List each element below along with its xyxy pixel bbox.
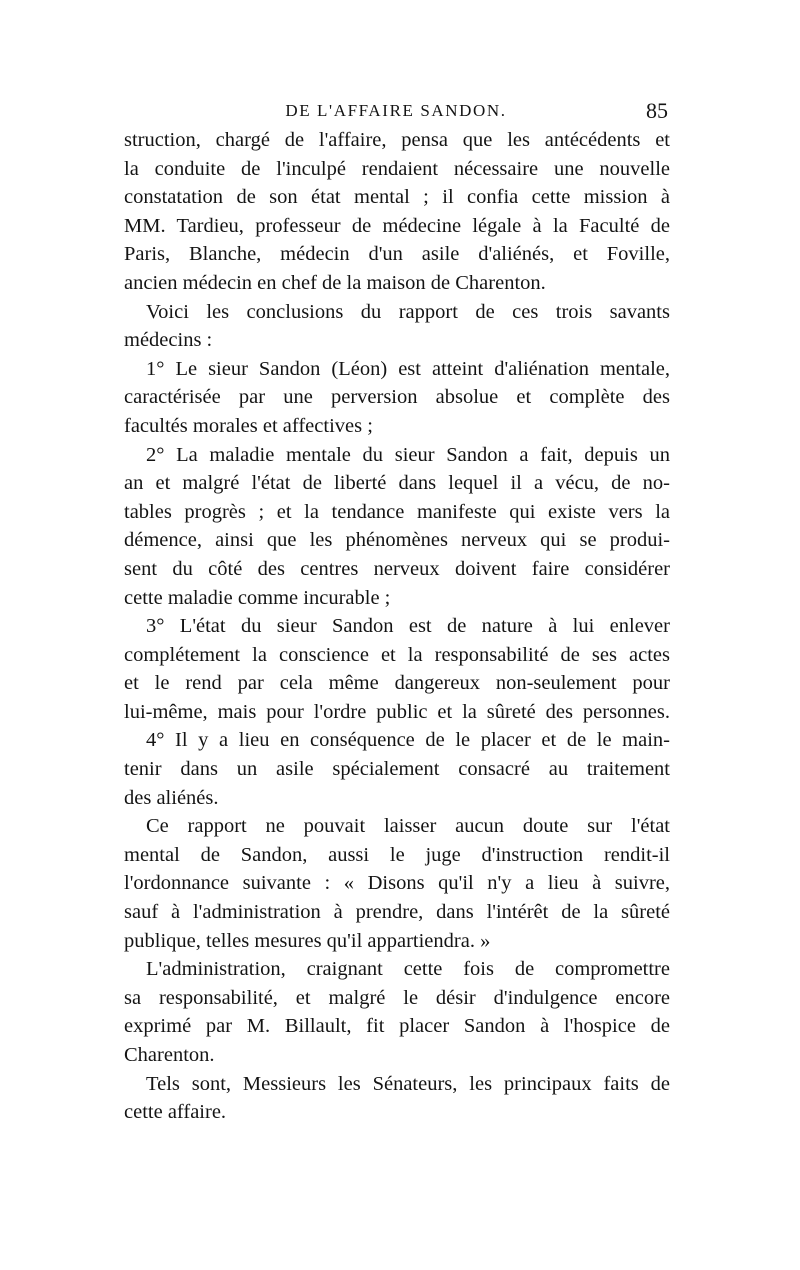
- text-line: démence, ainsi que les phénomènes nerveux qui se produi-: [124, 529, 670, 552]
- text-line: lui-même, mais pour l'ordre public et la sûreté des personnes.: [124, 700, 670, 723]
- text-line: Paris, Blanche, médecin d'un asile d'aliénés, et Foville,: [124, 243, 670, 266]
- text-line: publique, telles mesures qu'il appartiendra. »: [124, 929, 491, 952]
- text-line: l'ordonnance suivante : « Disons qu'il n'y a lieu à suivre,: [124, 872, 670, 895]
- text-line: 3° L'état du sieur Sandon est de nature à lui enlever: [146, 615, 670, 638]
- text-line: an et malgré l'état de liberté dans lequel il a vécu, de no-: [124, 472, 670, 495]
- text-line: des aliénés.: [124, 786, 219, 809]
- text-line: et le rend par cela même dangereux non-seulement pour: [124, 672, 670, 695]
- text-line: 4° Il y a lieu en conséquence de le placer et de le main-: [146, 729, 670, 752]
- text-line: Voici les conclusions du rapport de ces trois savants: [146, 300, 670, 323]
- text-line: sauf à l'administration à prendre, dans l'intérêt de la sûreté: [124, 901, 670, 924]
- text-line: Ce rapport ne pouvait laisser aucun doute sur l'état: [146, 815, 670, 838]
- text-line: cette affaire.: [124, 1101, 227, 1124]
- text-line: complétement la conscience et la responsabilité de ses actes: [124, 643, 670, 666]
- text-line: Tels sont, Messieurs les Sénateurs, les principaux faits de: [146, 1072, 670, 1095]
- running-title: DE L'AFFAIRE SANDON.: [285, 101, 507, 120]
- text-line: la conduite de l'inculpé rendaient nécessaire une nouvelle: [124, 157, 670, 180]
- text-line: sent du côté des centres nerveux doivent faire considérer: [124, 557, 670, 580]
- text-line: ancien médecin en chef de la maison de Charenton.: [124, 271, 546, 294]
- text-line: tables progrès ; et la tendance manifeste qui existe vers la: [124, 500, 670, 523]
- text-line: médecins :: [124, 329, 213, 352]
- text-line: caractérisée par une perversion absolue et complète des: [124, 386, 670, 409]
- text-line: L'administration, craignant cette fois de compromettre: [146, 958, 670, 981]
- running-head: [122, 96, 670, 126]
- text-line: 1° Le sieur Sandon (Léon) est atteint d'aliénation mentale,: [146, 357, 670, 380]
- text-line: facultés morales et affectives ;: [124, 414, 373, 437]
- text-line: Charenton.: [124, 1044, 215, 1066]
- text-line: cette maladie comme incurable ;: [124, 586, 391, 609]
- text-line: struction, chargé de l'affaire, pensa que les antécédents et: [124, 129, 670, 151]
- text-line: tenir dans un asile spécialement consacré au traitement: [124, 758, 670, 781]
- text-line: MM. Tardieu, professeur de médecine légale à la Faculté de: [124, 214, 670, 237]
- text-line: sa responsabilité, et malgré le désir d'indulgence encore: [124, 986, 670, 1009]
- text-line: mental de Sandon, aussi le juge d'instruction rendit-il: [124, 843, 670, 866]
- text-line: constatation de son état mental ; il confia cette mission à: [124, 186, 670, 209]
- text-line: exprimé par M. Billault, fit placer Sandon à l'hospice de: [124, 1015, 670, 1038]
- text-line: 2° La maladie mentale du sieur Sandon a fait, depuis un: [146, 443, 670, 466]
- page-number: 85: [646, 98, 668, 123]
- body-text: [124, 126, 670, 1127]
